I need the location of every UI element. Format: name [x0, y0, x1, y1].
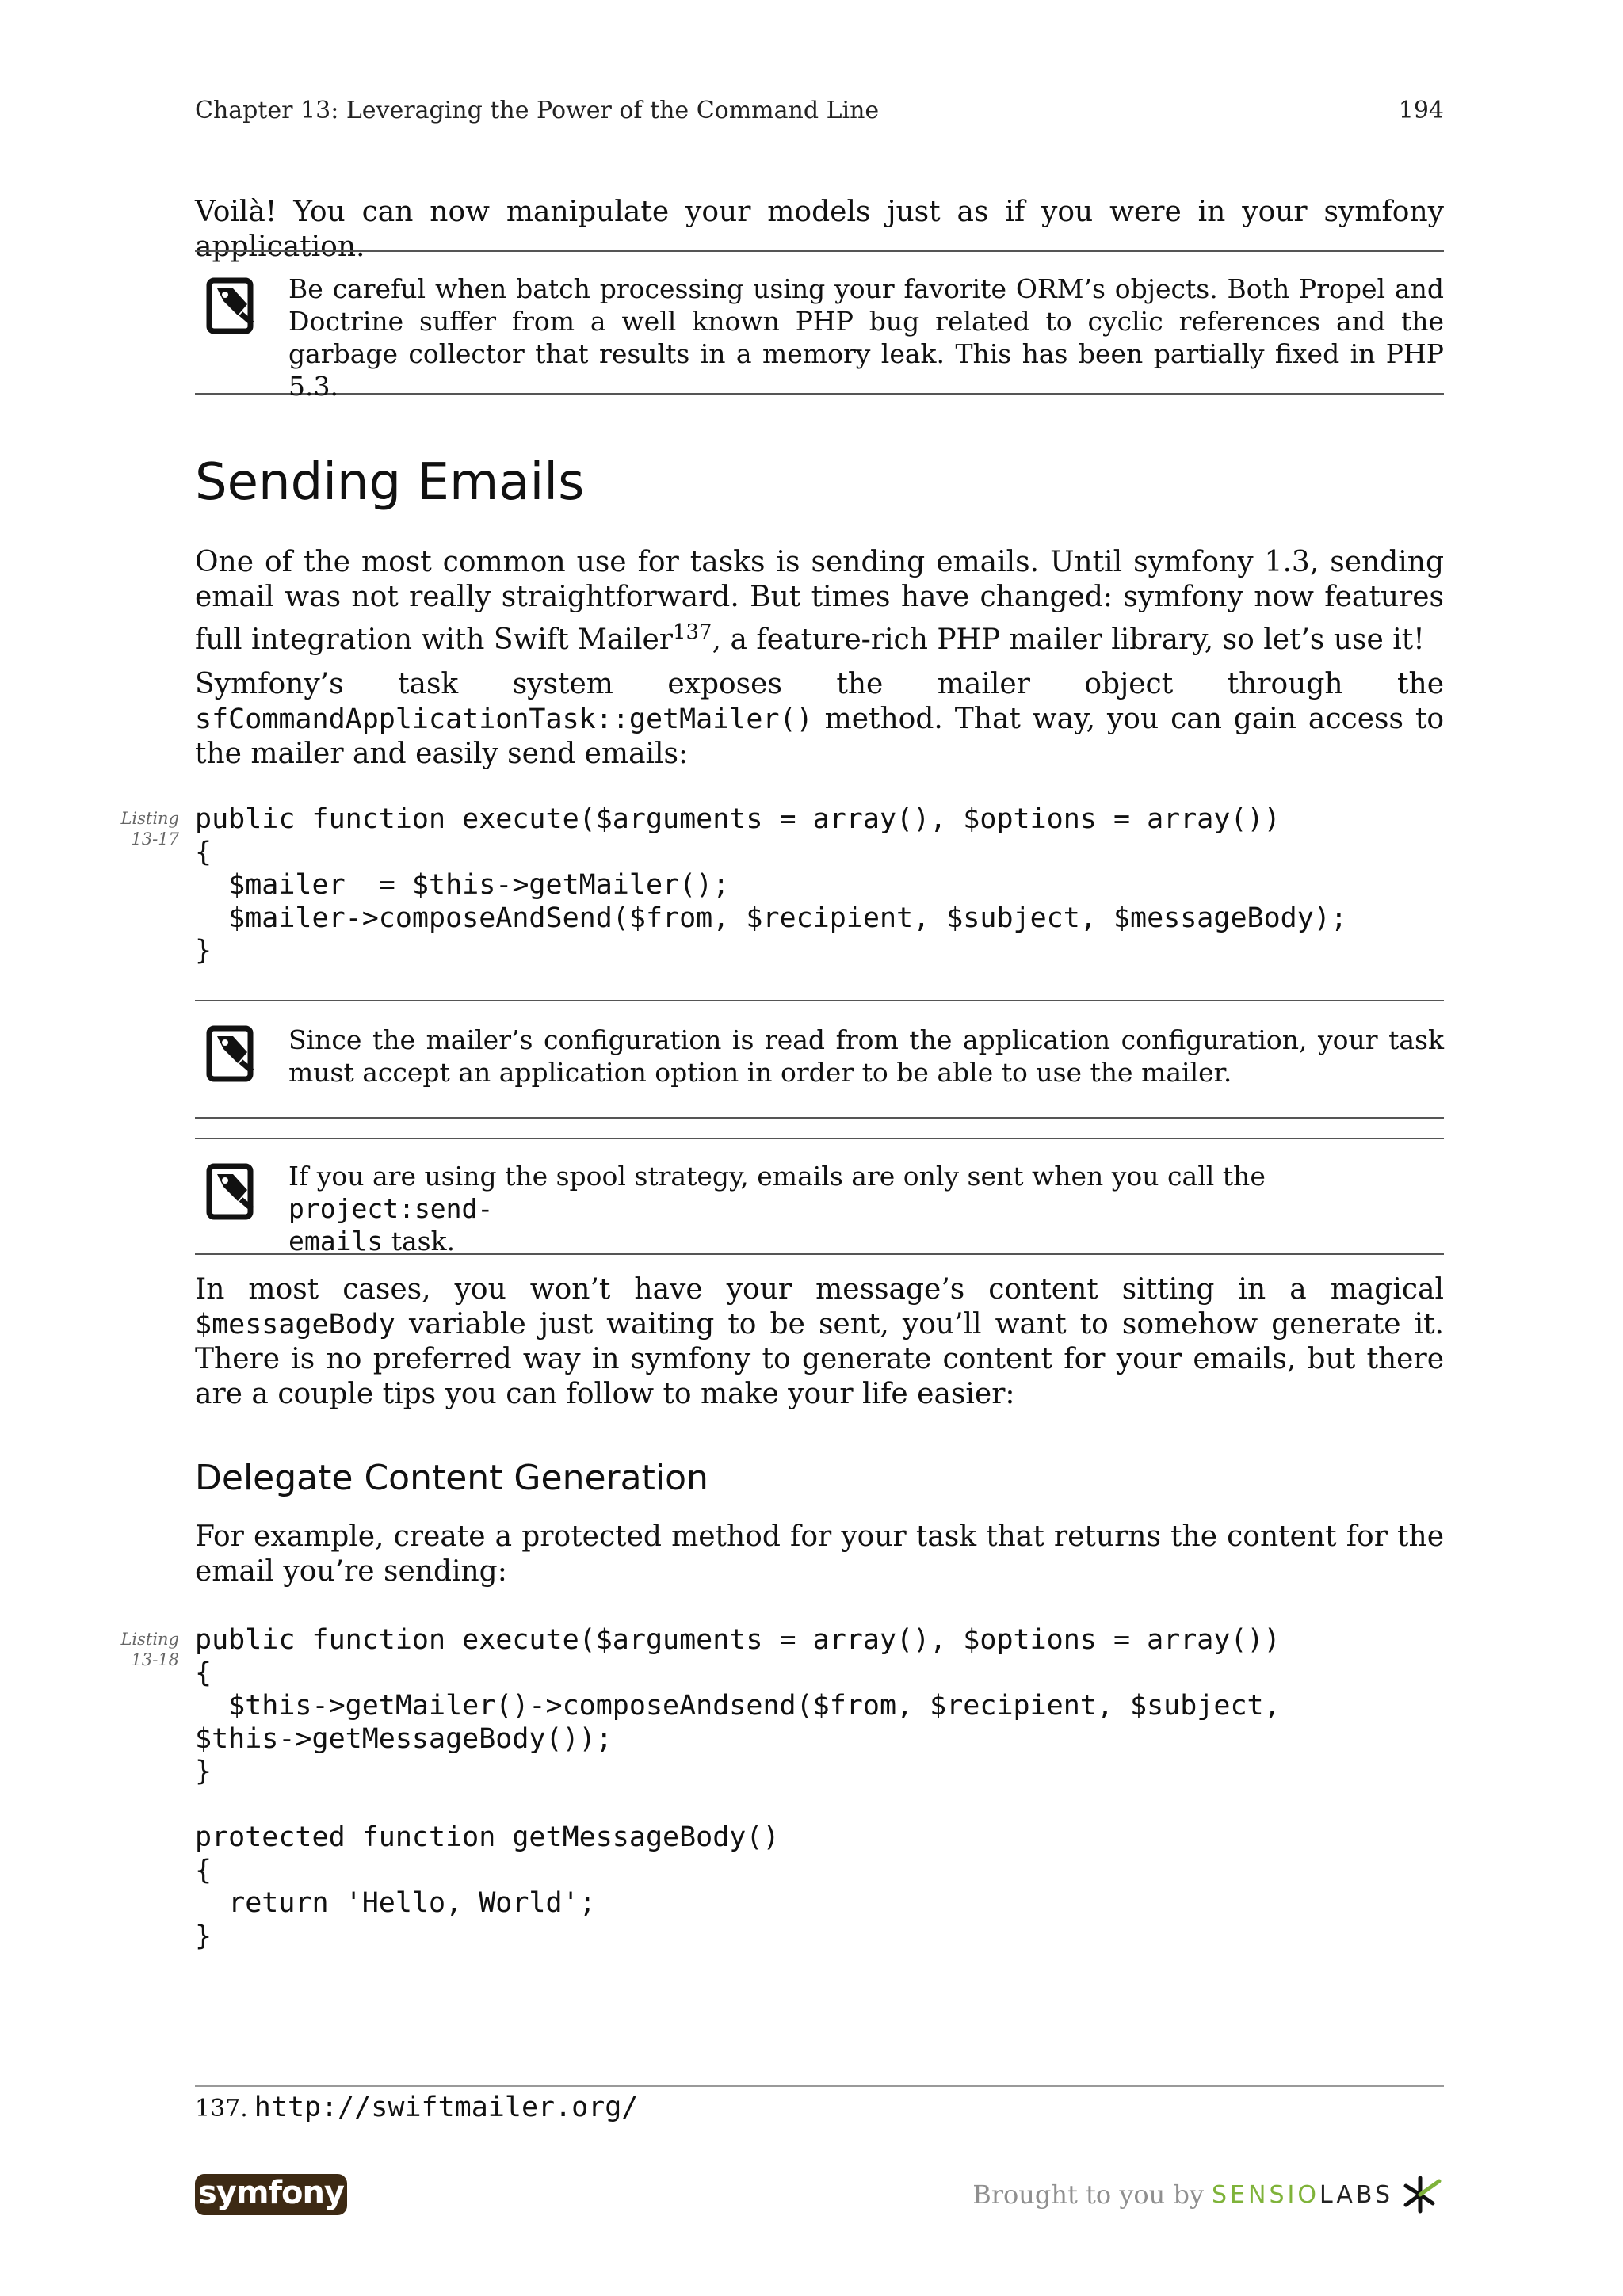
- note-box-spool: [195, 1138, 1444, 1255]
- note-box-mailer-config: [195, 1000, 1444, 1119]
- section-title: Sending Emails: [195, 453, 585, 512]
- sponsor-credit: [972, 2175, 1444, 2214]
- listing-label-13-17: [119, 808, 179, 849]
- inline-code: sfCommandApplicationTask::getMailer(): [195, 704, 813, 735]
- text-run: Symfony’s task system exposes the mailer object through the: [195, 668, 1444, 700]
- note-text: Be careful when batch processing using your favorite ORM’s objects. Both Propel and Doctrine suffer from a well known PHP bug related to cyclic references and the garbage collector that results in a memory leak. This has been partially fixed in PHP 5.3.: [288, 273, 1444, 402]
- text-run: In most cases, you won’t have your message’s content sitting in a magical: [195, 1273, 1444, 1306]
- paragraph-message-body: [195, 1272, 1444, 1412]
- footnote-number: 137.: [195, 2095, 248, 2122]
- note-icon: [206, 1163, 257, 1220]
- paragraph-protected-method: For example, create a protected method for your task that returns the content for the email you’re sending:: [195, 1520, 1444, 1588]
- listing-number: 13-18: [131, 1650, 179, 1669]
- footnote: [195, 2092, 638, 2123]
- intro-paragraph: Voilà! You can now manipulate your models just as if you were in your symfony application.: [195, 196, 1444, 263]
- chapter-title: Chapter 13: Leveraging the Power of the Command Line: [195, 97, 880, 124]
- note-icon: [206, 1025, 257, 1082]
- note-text: [288, 1160, 1444, 1257]
- brand-labs: LABS: [1319, 2180, 1393, 2209]
- note-box-orm: [195, 250, 1444, 402]
- code-listing-13-18: public function execute($arguments = array(), $options = array()) { $this->getMailer()->composeAndsend($from, $recipient, $subject, $this->getMessageBody()); } protected function getMessageBody() { return 'Hello, World'; }: [195, 1624, 1281, 1952]
- inline-code: emails: [288, 1226, 384, 1257]
- text-run: , a feature-rich PHP mailer library, so let’s use it!: [712, 624, 1425, 656]
- paragraph-get-mailer: [195, 667, 1444, 772]
- text-run: task.: [391, 1226, 456, 1257]
- note-text: Since the mailer’s configuration is read from the application configuration, your task must accept an application option in order to be able to use the mailer.: [288, 1024, 1444, 1088]
- text-run: method. That way, you can gain access to the mailer and easily send emails:: [195, 703, 1444, 770]
- running-header: [195, 97, 1444, 124]
- footnote-ref[interactable]: 137: [672, 620, 712, 644]
- page-number: 194: [1398, 97, 1444, 124]
- brought-by-text: Brought to you by: [972, 2180, 1205, 2210]
- listing-word: Listing: [120, 809, 179, 828]
- inline-code: project:send-: [288, 1193, 494, 1224]
- footnote-divider: [195, 2085, 1444, 2087]
- inline-code: $messageBody: [195, 1309, 395, 1341]
- listing-label-13-18: [119, 1629, 179, 1670]
- sensiolabs-wordmark: [1212, 2181, 1393, 2209]
- paragraph-swift-mailer: [195, 545, 1444, 658]
- text-run: If you are using the spool strategy, emails are only sent when you call the: [288, 1161, 1266, 1192]
- brand-sensio: SENSIO: [1212, 2180, 1319, 2209]
- code-listing-13-17: public function execute($arguments = array(), $options = array()) { $mailer = $this->getMailer(); $mailer->composeAndSend($from, $recipient, $subject, $messageBody); }: [195, 803, 1347, 967]
- subsection-title: Delegate Content Generation: [195, 1458, 708, 1498]
- footnote-link[interactable]: http://swiftmailer.org/: [254, 2092, 639, 2123]
- listing-number: 13-17: [131, 830, 179, 849]
- listing-word: Listing: [120, 1630, 179, 1649]
- sensiolabs-star-icon: [1401, 2175, 1444, 2214]
- text-run: variable just waiting to be sent, you’ll want to somehow generate it. There is no preferred way in symfony to generate content for your emails, but there are a couple tips you can follow to make your life easier:: [195, 1308, 1444, 1410]
- text-run: One of the most common use for tasks is sending emails. Until symfony 1.3, sending email was not really straightforward. But times have changed: symfony now features full integration with Swift Mailer: [195, 546, 1444, 656]
- note-icon: [206, 277, 257, 334]
- symfony-logo: symfony: [195, 2174, 347, 2215]
